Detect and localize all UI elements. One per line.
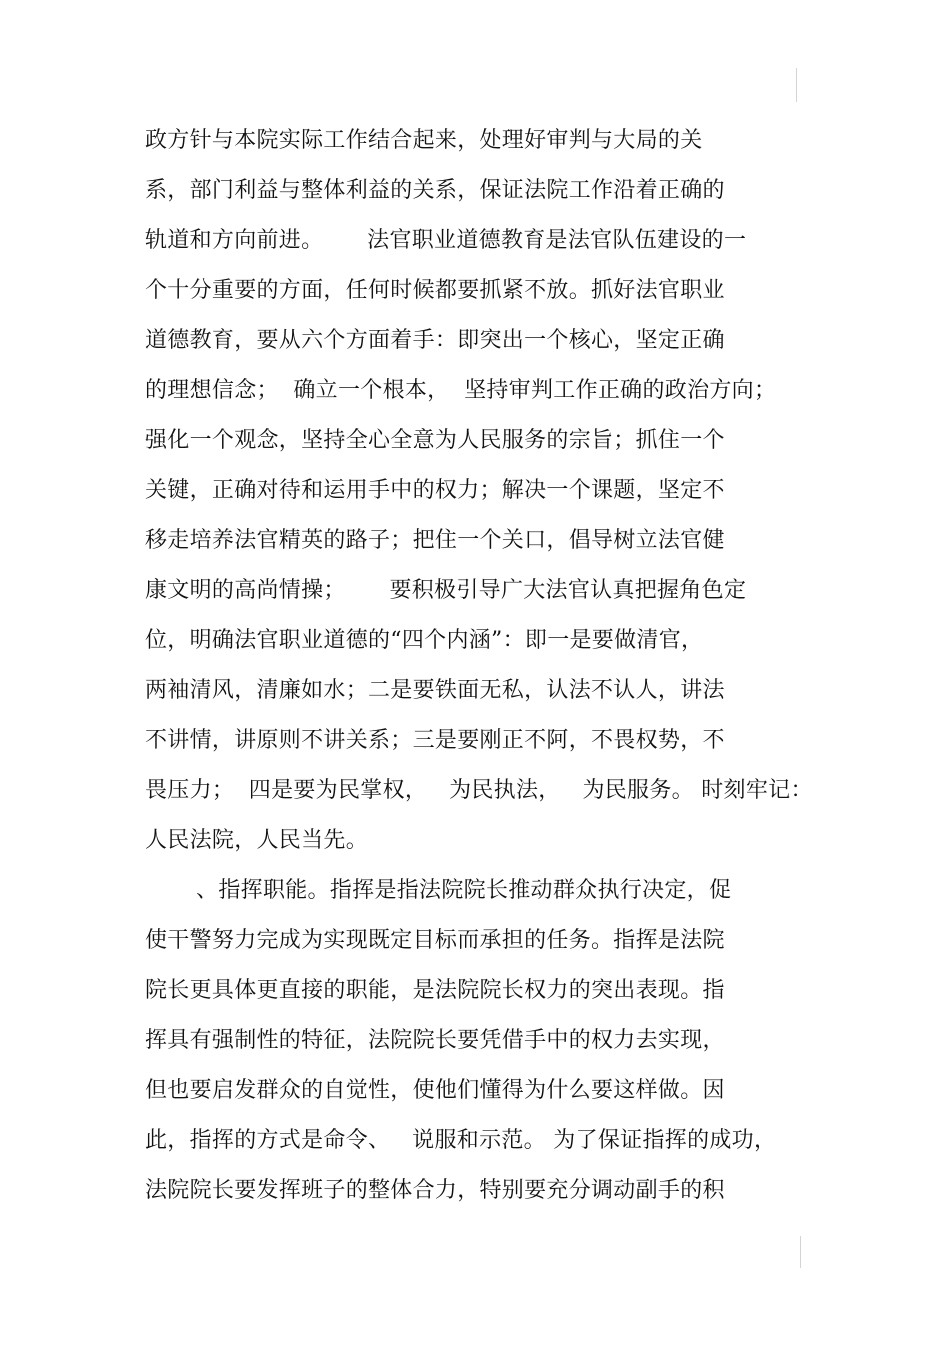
text-line: 政方针与本院实际工作结合起来，处理好审判与大局的关 [145, 128, 703, 153]
text-line: 、指挥职能。指挥是指法院院长推动群众执行决定，促 [145, 878, 732, 903]
text-line: 人民法院，人民当先。 [145, 828, 369, 853]
page-margin-mark-top [796, 68, 797, 102]
text-line: 道德教育，要从六个方面着手：即突出一个核心，坚定正确 [145, 328, 725, 353]
text-line: 院长更具体更直接的职能，是法院院长权力的突出表现。指 [145, 978, 725, 1003]
body-text [145, 122, 813, 1222]
text-line: 的理想信念； 确立一个根本， 坚持审判工作正确的政治方向； [145, 378, 777, 403]
text-line: 移走培养法官精英的路子；把住一个关口，倡导树立法官健 [145, 528, 725, 553]
text-line: 强化一个观念，坚持全心全意为人民服务的宗旨；抓住一个 [145, 428, 725, 453]
text-line: 两袖清风，清廉如水；二是要铁面无私，认法不认人，讲法 [145, 678, 725, 703]
text-line: 轨道和方向前进。 法官职业道德教育是法官队伍建设的一 [145, 228, 747, 253]
text-line: 不讲情，讲原则不讲关系；三是要刚正不阿，不畏权势，不 [145, 728, 725, 753]
text-line: 挥具有强制性的特征，法院院长要凭借手中的权力去实现， [145, 1028, 725, 1053]
text-line: 系，部门利益与整体利益的关系，保证法院工作沿着正确的 [145, 178, 725, 203]
text-line: 个十分重要的方面，任何时候都要抓紧不放。抓好法官职业 [145, 278, 725, 303]
text-line: 此，指挥的方式是命令、 说服和示范。 为了保证指挥的成功， [145, 1128, 777, 1153]
text-line: 康文明的高尚情操； 要积极引导广大法官认真把握角色定 [145, 578, 747, 603]
text-line: 但也要启发群众的自觉性，使他们懂得为什么要这样做。因 [145, 1078, 725, 1103]
text-line: 畏压力； 四是要为民掌权， 为民执法， 为民服务。 时刻牢记： [145, 778, 813, 803]
text-line: 关键，正确对待和运用手中的权力；解决一个课题，坚定不 [145, 478, 725, 503]
text-line: 使干警努力完成为实现既定目标而承担的任务。指挥是法院 [145, 928, 725, 953]
text-line: 位，明确法官职业道德的“四个内涵”：即一是要做清官， [145, 628, 704, 653]
page-margin-mark-bottom [800, 1236, 801, 1268]
text-line: 法院院长要发挥班子的整体合力，特别要充分调动副手的积 [145, 1178, 725, 1203]
